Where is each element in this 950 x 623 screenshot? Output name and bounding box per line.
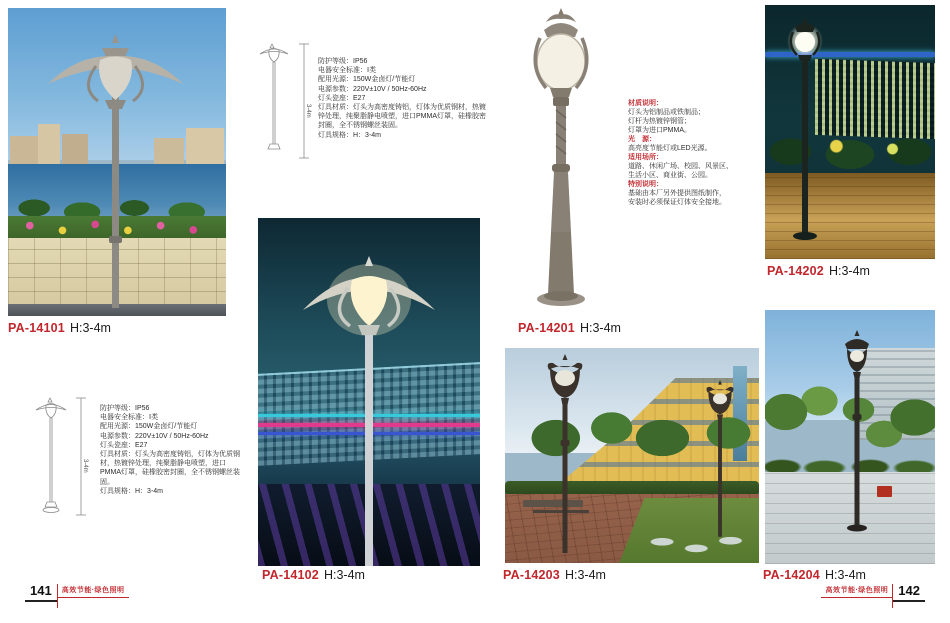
spec-line: 电器安全标准：Ⅰ类 [100, 414, 159, 422]
spec-line: 灯具规格：H：3-4m [318, 131, 382, 139]
info-line: 安装时必须保证灯体安全接地。 [628, 199, 726, 206]
product-label-pa-14201 [518, 321, 621, 335]
lamp-finial [112, 34, 119, 43]
info-line: 高亮度节能灯或LED光源。 [628, 145, 712, 152]
spec-line: 电器安全标准：Ⅰ类 [318, 67, 377, 75]
lamp-glass [99, 57, 132, 101]
pole-ring [552, 164, 570, 172]
photo-pa-14203 [505, 348, 759, 563]
glowing-winged-lamp-illustration [258, 218, 480, 566]
lamp-neck [105, 100, 126, 109]
lamp-pole [365, 330, 373, 566]
lamp-globe [537, 34, 585, 90]
spec-line: 防护等级：IP56 [100, 405, 150, 412]
lamp [845, 330, 869, 532]
product-code: PA-14202 [767, 264, 824, 278]
lamp-cap [102, 48, 129, 57]
product-label-pa-14203 [503, 568, 606, 582]
info-heading: 特别说明： [628, 181, 663, 188]
spec-text-top [318, 57, 486, 140]
product-size: H:3-4m [824, 568, 866, 582]
dimension-line [76, 398, 86, 515]
winged-lamp-illustration [8, 8, 226, 316]
park-lamp-illustration [765, 310, 935, 564]
lamp-crown-scrolls [546, 14, 576, 22]
spec-line: 灯具规格：H：3-4m [100, 487, 164, 495]
photo-pa-14201 [498, 4, 624, 318]
info-line: 灯罩为进口PMMA。 [628, 127, 691, 134]
product-label-pa-14102 [262, 568, 365, 582]
spec-line: 灯具材质：灯头为高密度铸铝，灯体为优质钢材，热镀锌处理，纯聚脂静电喷塑，进口PMMA灯罩，硅橡胶密封圈，全不锈钢螺丝装固。 [100, 451, 240, 486]
footer-left [25, 584, 129, 608]
spec-line: 灯具材质：灯头为高密度铸铝，灯体为优质钢材，热镀锌处理，纯聚脂静电喷塑，进口PMMA灯罩，硅橡胶密封圈，全不锈钢螺丝装固。 [318, 104, 486, 130]
info-line: 灯杆为热镀锌钢管； [628, 118, 691, 125]
product-size: H:3-4m [579, 321, 621, 335]
dimension-drawing-bottom [30, 393, 92, 525]
photo-pa-14101 [8, 8, 226, 316]
photo-pa-14204 [765, 310, 935, 564]
photo-pa-14202 [765, 5, 935, 259]
product-code: PA-14203 [503, 568, 560, 582]
product-label-pa-14101 [8, 321, 111, 335]
lamp-finial [365, 256, 373, 266]
right-lamp [706, 380, 733, 537]
info-line: 道路、休闲广场、校园、风景区、 [628, 163, 733, 170]
info-heading: 适用场所： [628, 154, 663, 161]
pole-lower [548, 232, 574, 294]
footer-slogan-right: 高效节能·绿色照明 [821, 584, 892, 598]
lamp-silhouette-illustration [765, 5, 935, 259]
spec-line: 防护等级：IP56 [318, 58, 368, 65]
product-label-pa-14204 [763, 568, 866, 582]
lamp-neck [550, 88, 572, 97]
product-size: H:3-4m [564, 568, 606, 582]
product-code: PA-14201 [518, 321, 575, 335]
ornate-lamp-product-illustration [498, 4, 624, 318]
page-number-left: 141 [25, 584, 57, 602]
lamp-sketch [260, 44, 288, 149]
pole-taper [551, 172, 571, 232]
photo-pa-14102 [258, 218, 480, 566]
cup-lamps-illustration [505, 348, 759, 563]
product-size: H:3-4m [828, 264, 870, 278]
spec-line: 电源参数：220V±10V / 50Hz-60Hz [318, 85, 427, 93]
spec-line: 灯头瓷座：E27 [318, 94, 366, 102]
dimension-label: 3-4m [82, 459, 88, 473]
product-label-pa-14202 [767, 264, 870, 278]
lamp-sketch [36, 398, 66, 513]
lamp-pole [112, 96, 119, 308]
spec-line: 配用光源：150W金卤灯/节能灯 [100, 423, 198, 431]
spec-text-bottom [100, 404, 246, 496]
info-line: 生活小区、商业街、公园。 [628, 172, 712, 179]
footer-right [821, 584, 925, 608]
left-lamp [548, 354, 583, 553]
info-heading: 光 源： [628, 136, 656, 143]
lamp-crown [795, 23, 815, 32]
lamp-neck [798, 55, 812, 61]
spec-line: 电源参数：220V±10V / 50Hz-60Hz [100, 432, 209, 440]
pole-collar [109, 236, 122, 243]
info-text-block [628, 99, 750, 207]
page-number-right: 142 [893, 584, 925, 602]
dimension-label: 3-4m [305, 104, 311, 118]
product-size: H:3-4m [69, 321, 111, 335]
lamp-pole [802, 61, 808, 235]
base-step [544, 291, 578, 301]
spec-line: 配用光源：150W金卤灯/节能灯 [318, 76, 416, 84]
product-code: PA-14101 [8, 321, 65, 335]
pole-capital [553, 97, 569, 106]
product-size: H:3-4m [323, 568, 365, 582]
spec-line: 灯头瓷座：E27 [100, 441, 148, 449]
info-line: 基础由本厂另外提供图纸制作， [628, 190, 726, 197]
product-code: PA-14102 [262, 568, 319, 582]
lamp-finial [802, 17, 808, 24]
lamp-finial [558, 8, 564, 15]
info-heading: 材质说明： [628, 100, 663, 107]
product-code: PA-14204 [763, 568, 820, 582]
info-line: 灯头为铝制品或铁制品； [628, 109, 705, 116]
lamp-globe [795, 32, 815, 52]
dimension-drawing-top [254, 38, 316, 166]
footer-slogan-left: 高效节能·绿色照明 [58, 584, 129, 598]
lamp-base [793, 232, 817, 240]
dimension-line [299, 44, 309, 158]
